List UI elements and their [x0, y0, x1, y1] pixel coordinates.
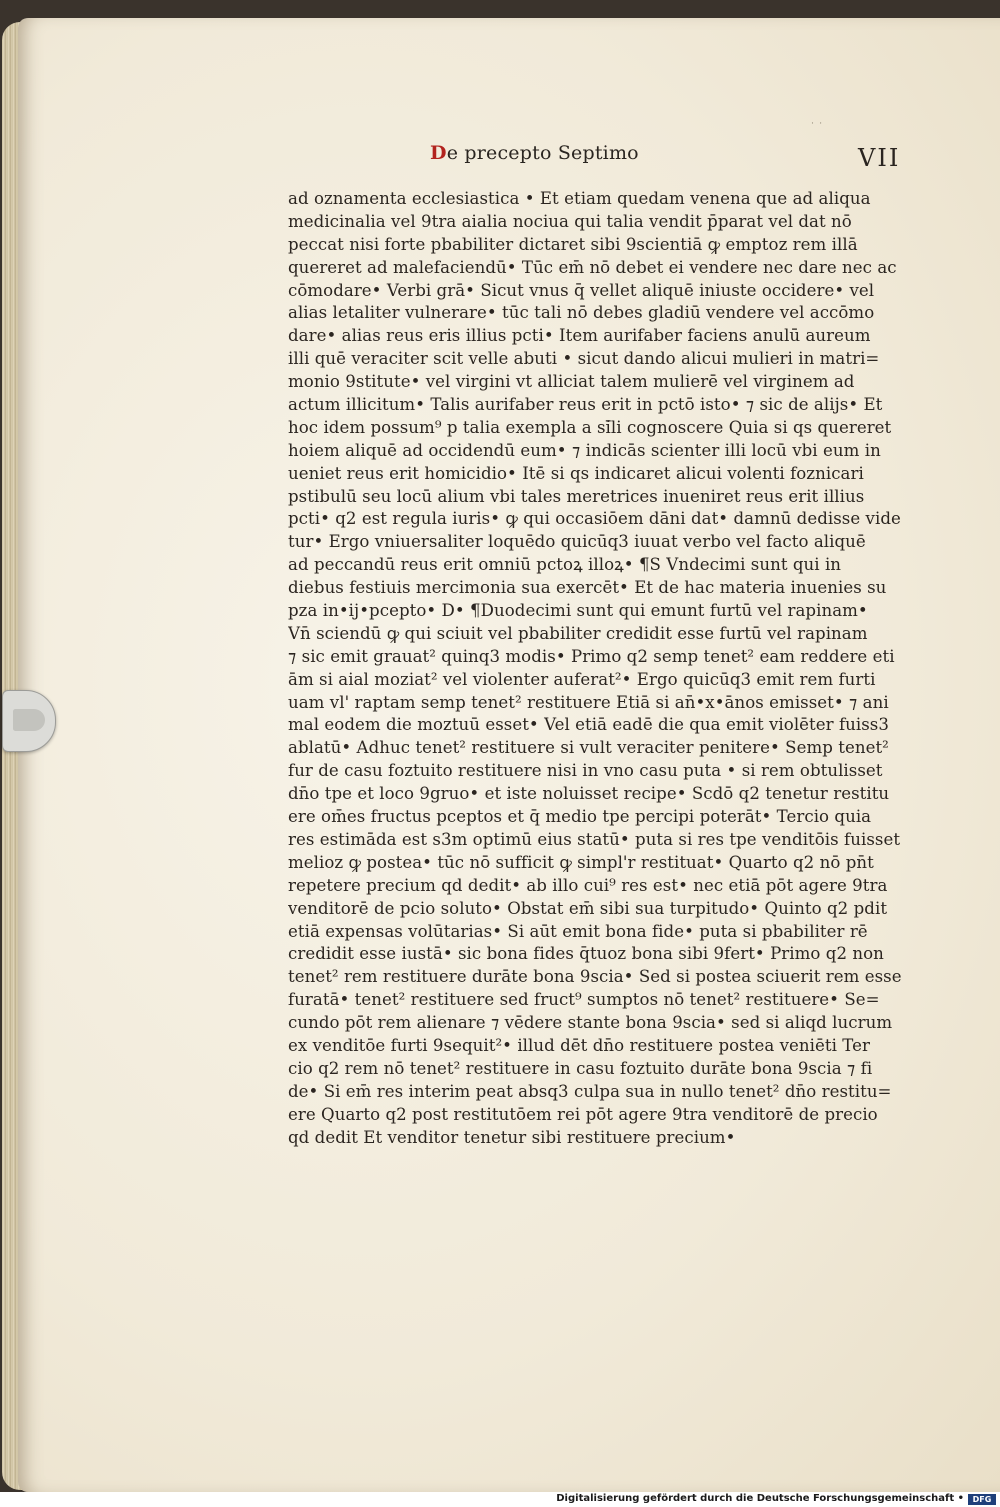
text-line: ueniet reus erit homicidio• Itē si qs indicaret alicui volenti foznicari: [288, 463, 864, 483]
text-line: diebus festiuis mercimonia sua exercēt• Et de hac materia inuenies su: [288, 578, 887, 598]
text-line: credidit esse iustā• sic bona fides q̄tuoz bona sibi 9fert• Primo q2 non: [288, 944, 884, 964]
text-line: etiā expensas volūtarias• Si aūt emit bona fide• puta si pbabiliter rē: [288, 921, 868, 941]
text-line: alias letaliter vulnerare• tūc tali nō debes gladiū vendere vel accōmo: [288, 303, 875, 323]
text-line: medicinalia vel 9tra aialia nociua qui talia vendit p̄parat vel dat nō: [288, 211, 852, 231]
dfg-logo: DFG: [968, 1494, 996, 1505]
running-head-initial: D: [430, 142, 447, 164]
text-line: ere om̄es fructus pceptos et q̄ medio tpe percipi poterāt• Tercio quia: [288, 807, 872, 827]
text-line: venditorē de pcio soluto• Obstat em̄ sibi sua turpitudo• Quinto q2 pdit: [288, 898, 888, 918]
text-line: qd dedit Et venditor tenetur sibi restituere precium•: [288, 1127, 736, 1147]
text-line: monio 9stitute• vel virgini vt alliciat talem mulierē vel virginem ad: [288, 372, 855, 392]
text-line: cōmodare• Verbi grā• Sicut vnus q̄ vellet aliquē iniuste occidere• vel: [288, 280, 875, 300]
text-block: [288, 188, 910, 1149]
text-line: furatā• tenet² restituere sed fruct⁹ sumptos nō tenet² restituere• Se=: [288, 990, 880, 1010]
text-line: fur de casu foztuito restituere nisi in vno casu puta • si rem obtulisset: [288, 761, 883, 781]
text-line: mal eodem die moztuū esset• Vel etiā eadē die qua emit violēter fuiss3: [288, 715, 889, 735]
text-line: cundo pōt rem alienare ⁊ vēdere stante bona 9scia• sed si aliqd lucrum: [288, 1013, 893, 1033]
text-line: Vn̄ sciendū ꝙ qui sciuit vel pbabiliter credidit esse furtū vel rapinam: [288, 623, 868, 643]
text-line: ablatū• Adhuc tenet² restituere si vult veraciter penitere• Semp tenet²: [288, 738, 889, 758]
text-line: actum illicitum• Talis aurifaber reus erit in pctō isto• ⁊ sic de alijs• Et: [288, 395, 883, 415]
text-line: ⁊ sic emit grauat² quinq3 modis• Primo q2 semp tenet² eam reddere eti: [288, 646, 895, 666]
text-line: quereret ad malefaciendū• Tūc em̄ nō debet ei vendere nec dare nec ac: [288, 257, 897, 277]
text-line: pstibulū seu locū alium vbi tales meretrices inueniret reus erit illius: [288, 486, 865, 506]
text-line: peccat nisi forte pbabiliter dictaret sibi 9scientiā ꝙ emptoz rem illā: [288, 234, 858, 254]
text-line: ere Quarto q2 post restitutōem rei pōt agere 9tra venditorē de precio: [288, 1104, 878, 1124]
running-head-text: e precepto Septimo: [446, 142, 639, 164]
text-line: cio q2 rem nō tenet² restituere in casu foztuito durāte bona 9scia ⁊ fi: [288, 1058, 873, 1078]
text-line: ām si aial moziat² vel violenter auferat²• Ergo quicūq3 emit rem furti: [288, 669, 876, 689]
text-line: dare• alias reus eris illius pcti• Item aurifaber faciens anulū aureum: [288, 326, 871, 346]
text-line: tenet² rem restituere durāte bona 9scia• Sed si postea sciuerit rem esse: [288, 967, 902, 987]
text-line: ex venditōe furti 9sequit²• illud dēt dn̄o restituere postea veniēti Ter: [288, 1035, 870, 1055]
text-line: de• Si em̄ res interim peat absq3 culpa sua in nullo tenet² dn̄o restitu=: [288, 1081, 892, 1101]
text-line: hoc idem possum⁹ p talia exempla a si̇̄li cognoscere Quia si qs quereret: [288, 417, 892, 437]
footer-credit: Digitalisierung gefördert durch die Deutsche Forschungsgemeinschaft •: [556, 1493, 964, 1504]
text-line: melioz ꝙ postea• tūc nō sufficit ꝙ simpl'r restituat• Quarto q2 nō pn̄t: [288, 852, 874, 872]
text-line: hoiem aliquē ad occidendū eum• ⁊ indicās scienter illi locū vbi eum in: [288, 440, 881, 460]
text-line: ad oznamenta ecclesiastica • Et etiam quedam venena que ad aliqua: [288, 189, 871, 208]
text-line: illi quē veraciter scit velle abuti • sicut dando alicui mulieri in matri=: [288, 349, 880, 369]
running-head: [430, 142, 639, 164]
text-line: uam vl' raptam semp tenet² restituere Etiā si an̄•x•ānos emisset• ⁊ ani: [288, 692, 889, 712]
text-line: dn̄o tpe et loco 9gruo• et iste noluisset recipe• Scdō q2 tenetur restitu: [288, 784, 890, 804]
text-line: repetere precium qd dedit• ab illo cui⁹ res est• nec etiā pōt agere 9tra: [288, 875, 888, 895]
text-line: res estimāda est s3m optimū eius statū• puta si res tpe venditōis fuisset: [288, 829, 901, 849]
page-smudge: ˙ ˙: [810, 122, 824, 133]
folio-number: VII: [858, 144, 901, 172]
text-line: tur• Ergo vniuersaliter loquēdo quicūq3 iuuat verbo vel facto aliquē: [288, 532, 866, 552]
text-line: ad peccandū reus erit omniū pctoꝝ illoꝝ• ¶S Vndecimi sunt qui in: [288, 555, 842, 575]
text-line: pza in•ij•pcepto• D• ¶Duodecimi sunt qui emunt furtū vel rapinam•: [288, 601, 868, 621]
text-line: pcti• q2 est regula iuris• ꝙ qui occasiōem dāni dat• damnū dedisse vide: [288, 509, 901, 529]
